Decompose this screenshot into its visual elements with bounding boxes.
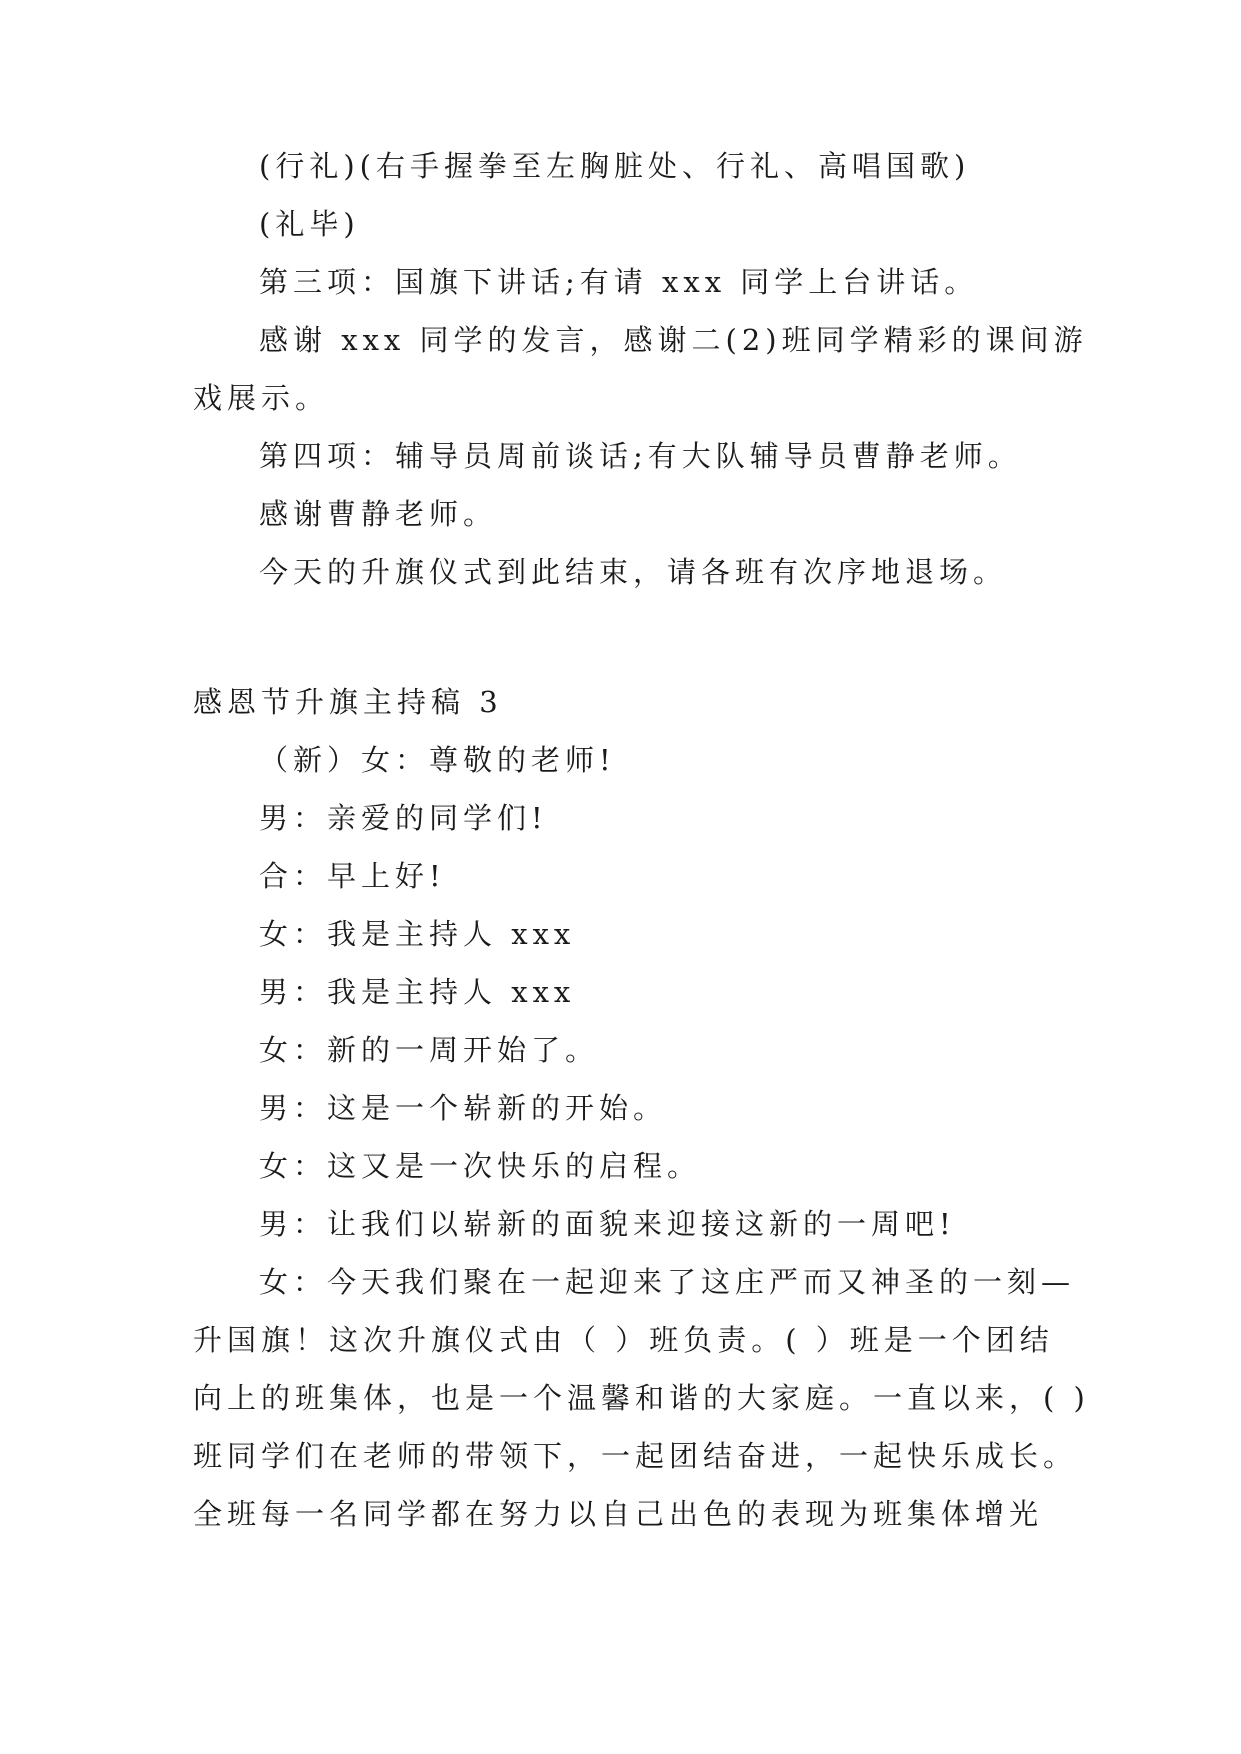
- paragraph-continued-line: 班同学们在老师的带领下，一起团结奋进，一起快乐成长。: [193, 1439, 1078, 1473]
- paragraph-item-four: 第四项：辅导员周前谈话;有大队辅导员曹静老师。: [259, 439, 1022, 473]
- paragraph-continued-line: 向上的班集体，也是一个温馨和谐的大家庭。一直以来，( ): [193, 1381, 1090, 1415]
- dialogue-line: （新）女：尊敬的老师!: [259, 743, 616, 777]
- paragraph-salute-end: (礼毕): [259, 207, 360, 241]
- paragraph-continued-line: 全班每一名同学都在努力以自己出色的表现为班集体增光: [193, 1497, 1044, 1531]
- paragraph-thanks-speech: 感谢 xxx 同学的发言，感谢二(2)班同学精彩的课间游: [259, 323, 1088, 357]
- paragraph-thanks-speech-continued: 戏展示。: [193, 381, 330, 415]
- dialogue-line: 男：亲爱的同学们!: [259, 801, 548, 835]
- section-3: [193, 673, 1090, 1543]
- paragraph-salute: (行礼)(右手握拳至左胸脏处、行礼、高唱国歌): [259, 149, 971, 183]
- paragraph-ceremony-end: 今天的升旗仪式到此结束，请各班有次序地退场。: [259, 555, 1008, 589]
- dialogue-line: 合：早上好!: [259, 859, 446, 893]
- paragraph-thanks-teacher: 感谢曹静老师。: [259, 497, 498, 531]
- dialogue-line: 男：这是一个崭新的开始。: [259, 1091, 668, 1125]
- dialogue-line: 女：新的一周开始了。: [259, 1033, 600, 1067]
- dialogue-line: 男：让我们以崭新的面貌来迎接这新的一周吧!: [259, 1207, 956, 1241]
- previous-section-body: [193, 137, 1088, 601]
- dialogue-line: 女：今天我们聚在一起迎来了这庄严而又神圣的一刻—: [259, 1265, 1076, 1299]
- dialogue-line: 女：这又是一次快乐的启程。: [259, 1149, 702, 1183]
- paragraph-continued-line: 升国旗！这次升旗仪式由（ ）班负责。( ）班是一个团结: [193, 1323, 1054, 1357]
- section-title: 感恩节升旗主持稿 3: [193, 685, 503, 719]
- paragraph-item-three: 第三项：国旗下讲话;有请 xxx 同学上台讲话。: [259, 265, 979, 299]
- dialogue-line: 男：我是主持人 xxx: [259, 975, 576, 1009]
- dialogue-line: 女：我是主持人 xxx: [259, 917, 576, 951]
